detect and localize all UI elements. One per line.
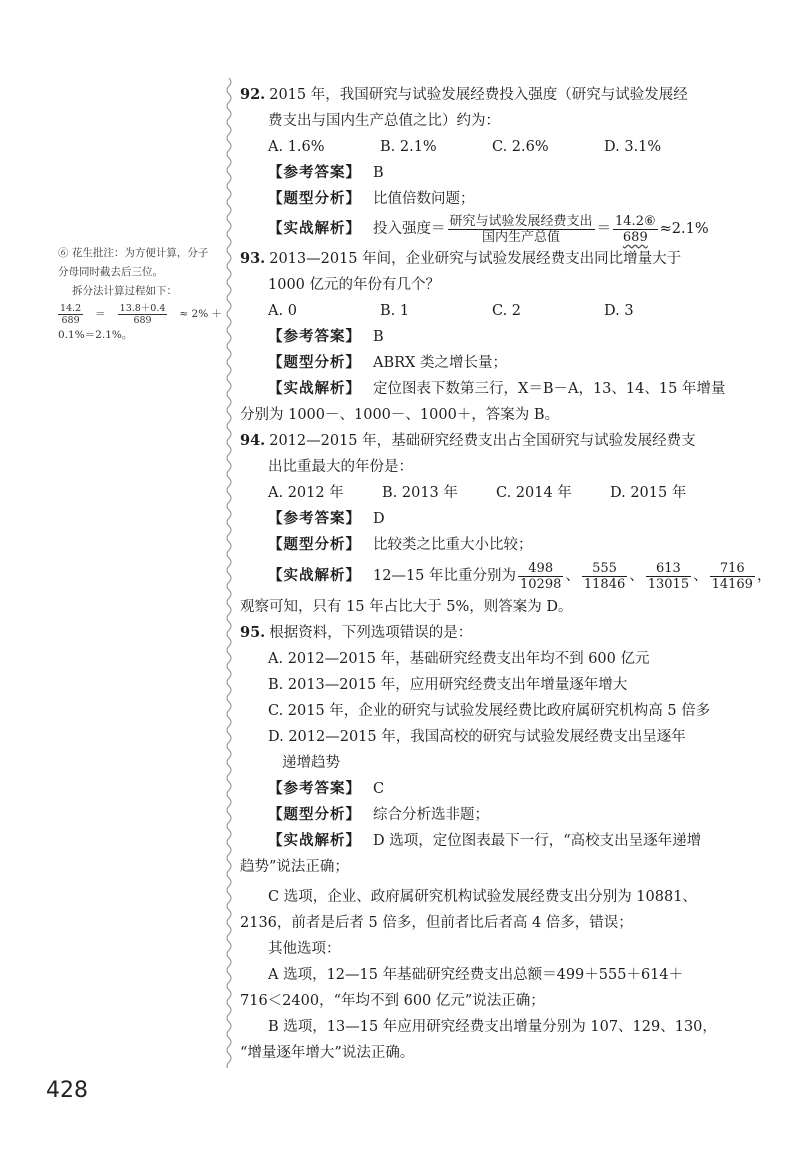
option-d: D. 3.1%	[604, 139, 662, 155]
page-number: 428	[46, 1078, 88, 1103]
type-label: 【题型分析】	[268, 536, 361, 553]
equals-sign: ＝	[596, 221, 612, 237]
equals-sign: ＝	[95, 308, 106, 320]
analysis-label: 【实战解析】	[268, 380, 361, 397]
question-number: 93.	[240, 250, 266, 267]
analysis-text: 定位图表下数第三行，X＝B－A，13、14、15 年增量	[373, 381, 726, 397]
side-note-formula	[58, 303, 226, 326]
separator: 、	[629, 568, 644, 584]
question-text: 根据资料，下列选项错误的是：	[269, 625, 473, 641]
question-text: 2012—2015 年，基础研究经费支出占全国研究与试验发展经费支	[269, 433, 696, 449]
question-93	[240, 246, 740, 272]
separator: 、	[565, 568, 580, 584]
analysis-paragraph: 其他选项：	[268, 941, 341, 957]
answer-line	[240, 776, 740, 802]
analysis-line	[240, 212, 740, 246]
type-value: ABRX 类之增长量；	[373, 355, 507, 371]
option-a: A. 1.6%	[268, 139, 325, 155]
question-number: 92.	[240, 86, 266, 103]
analysis-paragraph: A 选项，12—15 年基础研究经费支出总额＝499＋555＋614＋	[268, 967, 684, 983]
answer-line	[240, 506, 740, 532]
fraction-numerator: 716	[710, 561, 755, 577]
type-line	[240, 532, 740, 558]
side-note-line: 0.1%＝2.1%。	[58, 329, 133, 341]
question-text: 2013—2015 年间，企业研究与试验发展经费支出同比增量大于	[269, 251, 682, 267]
fraction-denominator: 13015	[647, 576, 690, 592]
answer-line	[240, 324, 740, 350]
side-note-line: ⑥ 花生批注：为方便计算，分子	[58, 247, 209, 259]
option-c: C. 2	[492, 303, 522, 319]
fraction-denominator: 10298	[520, 576, 562, 592]
analysis-label: 【实战解析】	[268, 567, 361, 584]
fraction	[582, 561, 627, 592]
option-a: A. 2012—2015 年，基础研究经费支出年均不到 600 亿元	[268, 651, 650, 667]
option-c: C. 2014 年	[496, 485, 572, 501]
fraction-numerator: 14.2⑥	[615, 213, 656, 229]
question-number: 95.	[240, 624, 266, 641]
analysis-paragraph: C 选项，企业、政府属研究机构试验发展经费支出分别为 10881、	[268, 889, 697, 905]
analysis-paragraph: B 选项，13—15 年应用研究经费支出增量分别为 107、129、130，	[268, 1019, 717, 1035]
option-c: C. 2015 年，企业的研究与试验发展经费比政府属研究机构高 5 倍多	[268, 703, 711, 719]
fraction-numerator: 555	[582, 561, 627, 577]
option-c: C. 2.6%	[492, 139, 549, 155]
fraction-numerator: 13.8＋0.4	[119, 303, 166, 314]
fraction-numerator: 14.2	[60, 303, 82, 314]
answer-line	[240, 160, 740, 186]
question-94	[240, 428, 740, 454]
side-note-line: 分母同时截去后三位。	[58, 266, 163, 278]
question-text: 2015 年，我国研究与试验发展经费投入强度（研究与试验发展经	[269, 87, 688, 103]
option-b: B. 1	[380, 303, 410, 319]
type-label: 【题型分析】	[268, 806, 361, 823]
fraction-denominator: 689	[133, 315, 152, 326]
fraction-numerator: 613	[646, 561, 691, 577]
analysis-text-cont: “增量逐年增大”说法正确。	[240, 1045, 415, 1061]
analysis-line	[240, 376, 740, 402]
question-92	[240, 82, 740, 108]
answer-label: 【参考答案】	[268, 780, 361, 797]
options-row	[240, 134, 740, 160]
question-text-cont: 出比重最大的年份是：	[268, 459, 413, 475]
type-value: 比值倍数问题；	[373, 191, 475, 207]
option-a: A. 2012 年	[268, 485, 344, 501]
analysis-text-cont: 716＜2400，“年均不到 600 亿元”说法正确；	[240, 993, 545, 1009]
fraction	[518, 561, 563, 592]
analysis-text: D 选项，定位图表最下一行，“高校支出呈逐年递增	[373, 833, 702, 849]
question-text-cont: 费支出与国内生产总值之比）约为：	[268, 113, 500, 129]
type-label: 【题型分析】	[268, 354, 361, 371]
fraction-denominator: 14169	[711, 576, 753, 592]
analysis-text-cont: 2136，前者是后者 5 倍多，但前者比后者高 4 倍多，错误；	[240, 915, 633, 931]
fraction-denominator: 689	[61, 315, 80, 326]
separator: ，	[756, 568, 772, 584]
analysis-line	[240, 558, 772, 594]
analysis-text: 投入强度＝	[373, 221, 446, 237]
option-b: B. 2013—2015 年，应用研究经费支出年增量逐年增大	[268, 677, 628, 693]
analysis-result: ≈2.1%	[659, 221, 709, 237]
analysis-text-cont: 分别为 1000－、1000－、1000＋，答案为 B。	[240, 407, 560, 423]
analysis-line	[240, 828, 740, 854]
side-note-fraction	[58, 303, 83, 326]
type-line	[240, 186, 740, 212]
main-content	[240, 82, 772, 1066]
option-d: D. 3	[604, 303, 634, 319]
analysis-label: 【实战解析】	[268, 832, 361, 849]
answer-value: D	[373, 511, 385, 527]
option-d-cont: 递增趋势	[282, 755, 340, 771]
fraction-denominator: 11846	[583, 576, 626, 592]
analysis-text-cont: 趋势”说法正确；	[240, 859, 349, 875]
answer-value: C	[373, 781, 385, 797]
question-number: 94.	[240, 432, 266, 449]
option-d: D. 2015 年	[610, 485, 687, 501]
answer-label: 【参考答案】	[268, 328, 361, 345]
answer-value: B	[373, 165, 384, 181]
fraction	[646, 561, 691, 592]
type-line	[240, 350, 740, 376]
answer-label: 【参考答案】	[268, 164, 361, 181]
analysis-text-cont: 观察可知，只有 15 年占比大于 5%，则答案为 D。	[240, 599, 573, 615]
option-b: B. 2013 年	[382, 485, 458, 501]
fraction	[613, 214, 658, 245]
analysis-text: 12—15 年比重分别为	[373, 568, 517, 584]
option-b: B. 2.1%	[380, 139, 437, 155]
side-note-fraction	[118, 303, 168, 326]
answer-value: B	[373, 329, 384, 345]
question-text-cont: 1000 亿元的年份有几个？	[268, 277, 441, 293]
side-note-line: 拆分法计算过程如下：	[72, 285, 177, 297]
option-a: A. 0	[268, 303, 297, 319]
side-note-approx: ≈ 2% ＋	[179, 308, 223, 320]
answer-label: 【参考答案】	[268, 510, 361, 527]
type-value: 比较类之比重大小比较；	[373, 537, 533, 553]
side-note	[58, 244, 226, 345]
options-row	[240, 480, 740, 506]
analysis-label: 【实战解析】	[268, 220, 361, 237]
fraction-denominator: 689	[622, 229, 648, 245]
type-value: 综合分析选非题；	[373, 807, 489, 823]
wavy-divider	[222, 78, 236, 1068]
fraction-denominator: 国内生产总值	[482, 229, 561, 245]
type-line	[240, 802, 740, 828]
options-row	[240, 298, 740, 324]
fraction-numerator: 研究与试验发展经费支出	[449, 213, 593, 229]
fraction	[448, 214, 595, 245]
fraction-numerator: 498	[518, 561, 563, 577]
type-label: 【题型分析】	[268, 190, 361, 207]
fraction	[710, 561, 755, 592]
option-d: D. 2012—2015 年，我国高校的研究与试验发展经费支出呈逐年	[268, 729, 686, 745]
question-95	[240, 620, 740, 646]
separator: 、	[693, 568, 708, 584]
